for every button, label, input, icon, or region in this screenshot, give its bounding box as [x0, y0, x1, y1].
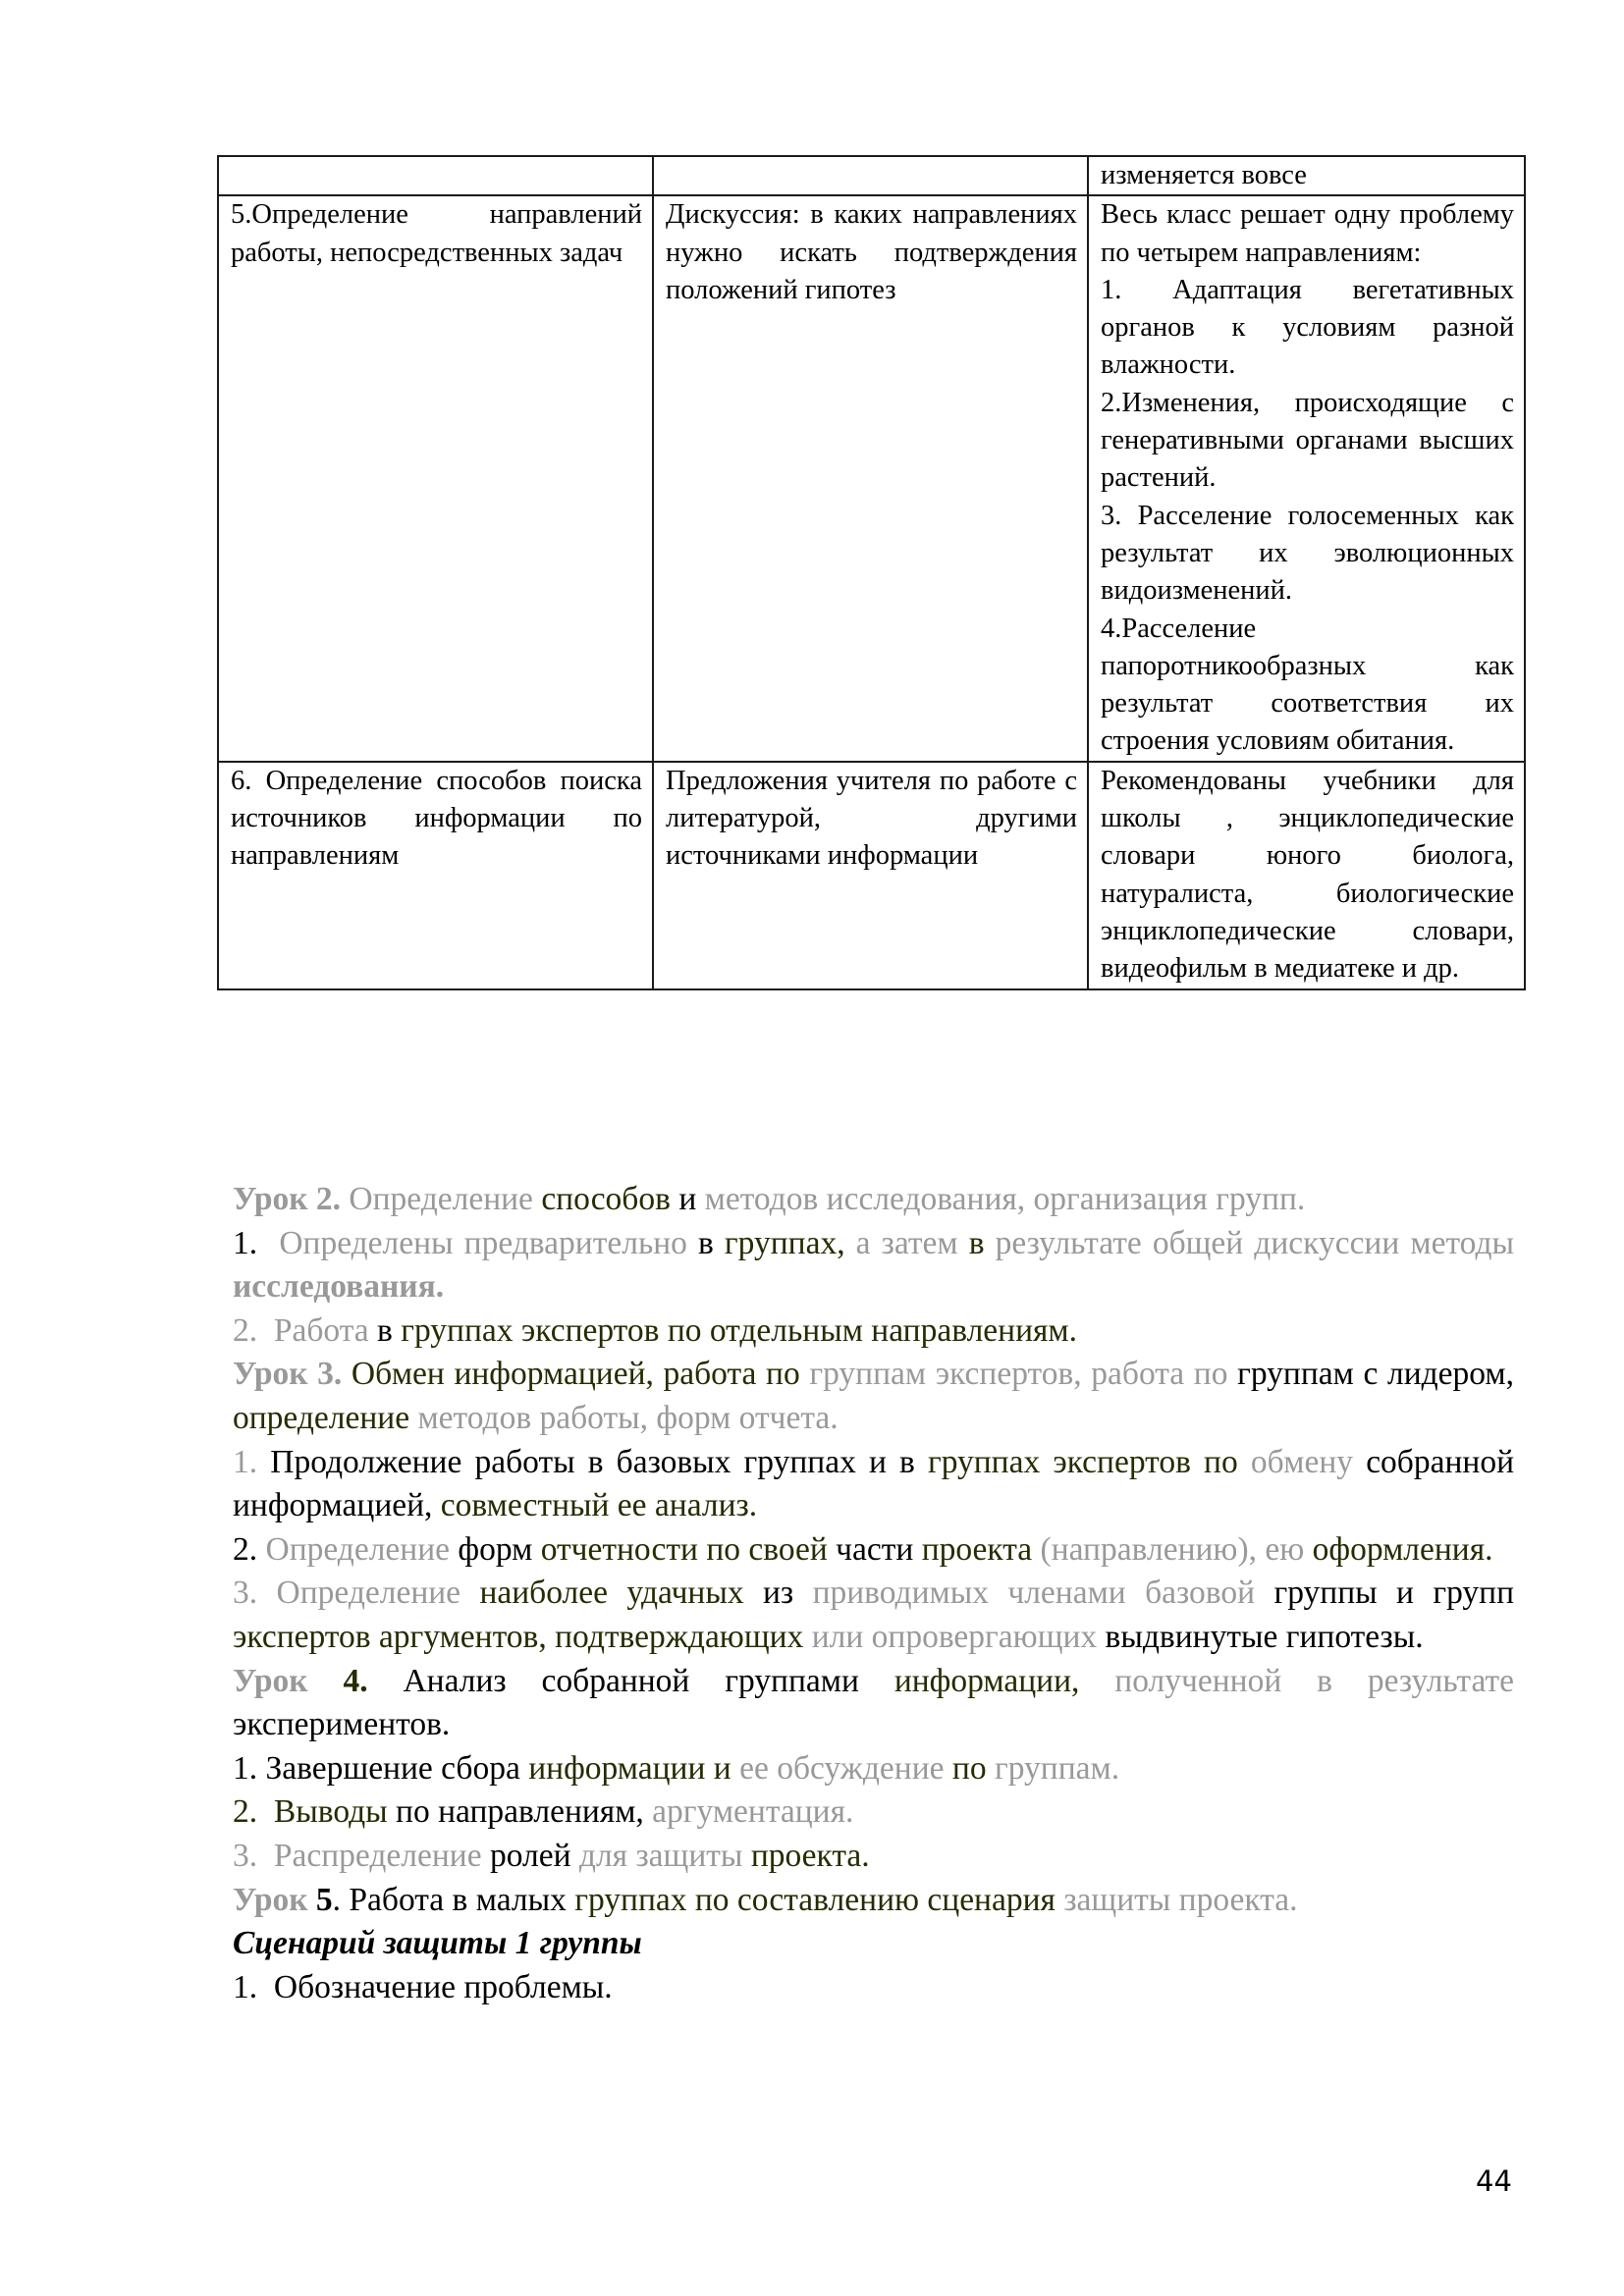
paragraph [233, 1790, 1514, 1835]
text-segment: группам экспертов, работа по [809, 1356, 1238, 1393]
paragraph [233, 1178, 1514, 1222]
table-cell-stage [218, 156, 653, 195]
table-row [218, 195, 1525, 761]
text-segment: отчетности по своей [540, 1530, 837, 1568]
text-segment: 3. Распределение [233, 1837, 490, 1874]
text-segment: информации и [528, 1749, 731, 1787]
text-segment: 1. Завершение сбора [233, 1749, 529, 1787]
table-cell-result [1088, 762, 1525, 989]
cell-text: изменяется вовсе [1101, 160, 1307, 190]
paragraph [233, 1747, 1514, 1791]
cell-text: 3. Расселение голосеменных как результат их эволюционных видоизменений. [1101, 500, 1514, 607]
text-segment: 2. Работа [233, 1311, 378, 1349]
text-segment: аргументация. [643, 1793, 854, 1831]
text-segment: Урок [233, 1881, 316, 1918]
text-segment: 2. Выводы [233, 1793, 388, 1831]
text-segment: группам. [986, 1749, 1120, 1787]
text-segment: и [670, 1181, 705, 1217]
lesson-plan-table [217, 155, 1526, 990]
paragraph [233, 1879, 1514, 1923]
text-segment: (направлению), ею [1032, 1530, 1313, 1568]
paragraph [233, 1572, 1523, 1659]
table-cell-stage [218, 195, 653, 761]
cell-text: Рекомендованы учебники для школы , энциклопедические словари юного биолога, натуралиста, биологические энциклопедические словари, видеофильм в медиатеке и др. [1101, 765, 1514, 985]
text-segment: Продолжение работы в базовых группах и в [257, 1443, 928, 1480]
text-segment: Сценарий защиты 1 группы [233, 1925, 642, 1962]
text-segment: Урок 2. [233, 1181, 342, 1217]
text-segment: части [836, 1530, 922, 1568]
text-segment: Урок [233, 1662, 344, 1699]
table-cell-method [653, 195, 1088, 761]
cell-text: Предложения учителя по работе с литературой, другими источниками информации [666, 765, 1077, 872]
text-segment: совместный ее анализ. [440, 1487, 758, 1524]
text-segment: результате общей дискуссии методы [984, 1224, 1523, 1261]
text-segment: проекта. [750, 1837, 870, 1874]
cell-text: Весь класс решает одну проблему по четырем направлениям: [1101, 199, 1514, 268]
text-segment: 2. [233, 1530, 258, 1568]
text-segment: группах экспертов по отдельным направлениям. [401, 1311, 1077, 1349]
cell-text: 4.Расселение папоротникообразных как результат соответствия их строения условиям обитания. [1101, 613, 1514, 757]
cell-text: 5.Определение направлений работы, непосредственных задач [231, 199, 642, 268]
table-cell-stage [218, 762, 653, 989]
text-segment: Анализ собранной группами [367, 1662, 894, 1699]
text-segment: определение [233, 1399, 410, 1436]
text-segment: или опровергающих [803, 1618, 1106, 1655]
table-cell-method [653, 762, 1088, 989]
text-segment: ее обсуждение [731, 1749, 952, 1787]
lesson-description [233, 1178, 1523, 2009]
table-row [218, 762, 1525, 989]
text-segment: 3. Определение [233, 1575, 480, 1612]
text-segment: группам с лидером, [1237, 1356, 1523, 1393]
text-segment: Обмен информацией, работа по [342, 1356, 810, 1393]
paragraph [233, 1528, 1514, 1573]
paragraph [233, 1353, 1523, 1440]
cell-text: 1. Адаптация вегетативных органов к условиям разной влажности. [1101, 274, 1514, 381]
text-segment: исследования. [233, 1268, 445, 1306]
text-segment: по направлениям, [387, 1793, 644, 1831]
text-segment: по [951, 1749, 987, 1787]
text-segment: 1. Обозначение проблемы. [233, 1968, 613, 2005]
text-segment: из [743, 1575, 813, 1612]
paragraph [233, 1922, 1514, 1966]
text-segment: Определение [341, 1181, 542, 1217]
text-segment: приводимых членами базовой [812, 1575, 1274, 1612]
paragraph [233, 1222, 1523, 1309]
paragraph [233, 1441, 1523, 1528]
text-segment: экспертов аргументов, подтверждающих [233, 1618, 804, 1655]
text-segment: Урок 3. [233, 1356, 343, 1393]
text-segment: группы и групп [1273, 1575, 1523, 1612]
text-segment: обмену [1237, 1443, 1367, 1480]
text-segment: в [377, 1311, 402, 1349]
text-segment: . Работа в малых [332, 1881, 575, 1918]
text-segment: выдвинутые гипотезы. [1105, 1618, 1424, 1655]
text-segment: 1. [233, 1224, 258, 1261]
paragraph [233, 1309, 1514, 1354]
cell-text: 6. Определение способов поиска источников информации по направлениям [231, 765, 642, 872]
text-segment: а затем [844, 1224, 969, 1261]
text-segment: 5 [315, 1881, 333, 1918]
text-segment: группах экспертов по [927, 1443, 1238, 1480]
text-segment: проекта [921, 1530, 1033, 1568]
text-segment: ролей [489, 1837, 571, 1874]
text-segment: защиты проекта. [1055, 1881, 1298, 1918]
table-cell-method [653, 156, 1088, 195]
text-segment: собранной информацией, [233, 1443, 1523, 1524]
text-segment: экспериментов. [233, 1706, 451, 1743]
page-number: 44 [1476, 2164, 1512, 2198]
table-cell-result [1088, 195, 1525, 761]
text-segment: методов работы, форм отчета. [409, 1399, 839, 1436]
text-segment: группах по составлению сценария [574, 1881, 1056, 1918]
text-segment: методов исследования, организация групп. [704, 1181, 1306, 1217]
cell-text: 2.Изменения, происходящие с генеративными органами высших растений. [1101, 387, 1514, 494]
text-segment: Определение [257, 1530, 459, 1568]
cell-text: Дискуссия: в каких направлениях нужно искать подтверждения положений гипотез [666, 199, 1077, 305]
text-segment: для защиты [570, 1837, 751, 1874]
text-segment: 4. [343, 1662, 368, 1699]
text-segment: в [968, 1224, 985, 1261]
table-cell-result [1088, 156, 1525, 195]
text-segment: оформления. [1312, 1530, 1493, 1568]
text-segment: в [698, 1224, 725, 1261]
text-segment: информации, [893, 1662, 1080, 1699]
paragraph [233, 1835, 1514, 1879]
text-segment: полученной в результате [1079, 1662, 1523, 1699]
text-segment: наиболее удачных [479, 1575, 744, 1612]
text-segment: 1. [233, 1443, 258, 1480]
paragraph [233, 1660, 1523, 1747]
text-segment: группах, [724, 1224, 845, 1261]
text-segment: форм [458, 1530, 541, 1568]
text-segment: способов [541, 1181, 671, 1217]
table-row [218, 156, 1525, 195]
text-segment: Определены предварительно [257, 1224, 698, 1261]
paragraph [233, 1966, 1514, 2010]
